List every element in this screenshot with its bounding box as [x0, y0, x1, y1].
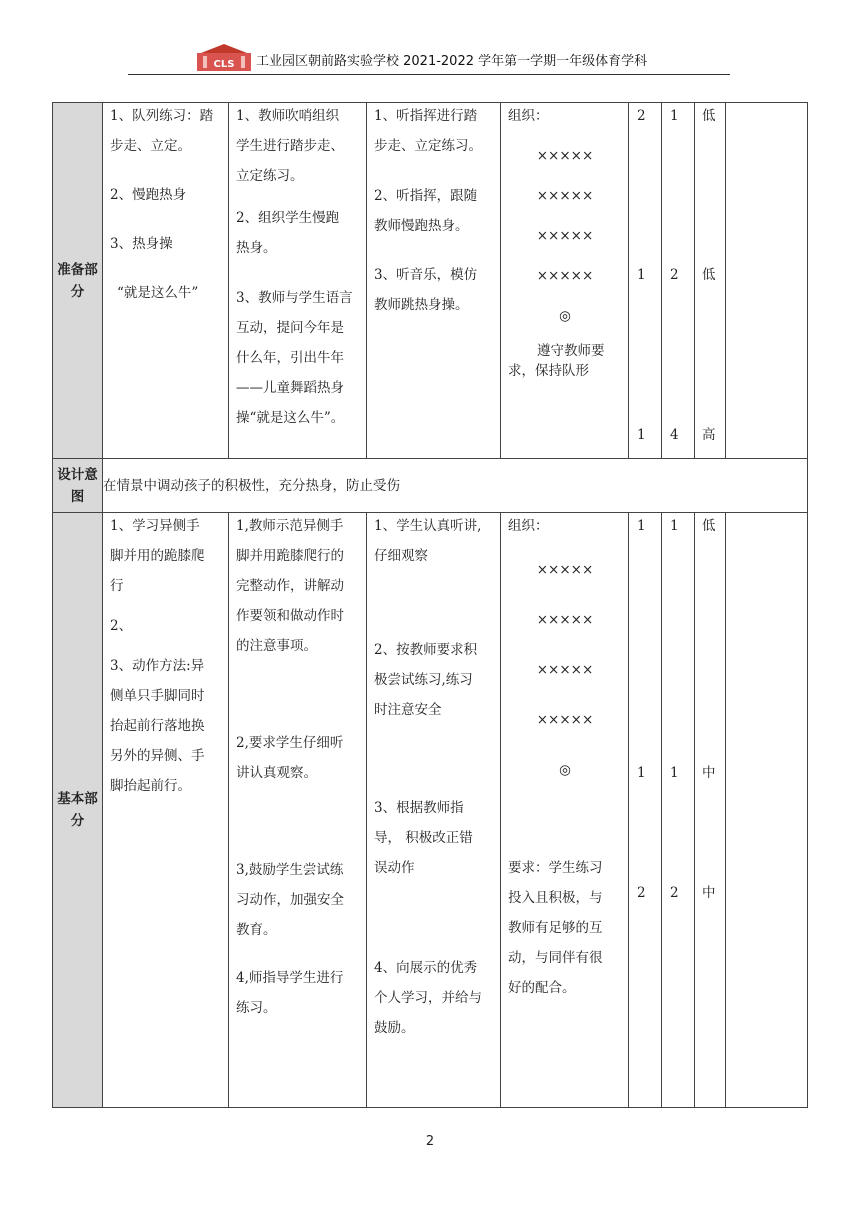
basic-teacher-line: 习动作，加强安全 [236, 892, 344, 908]
basic-section-label: 基本部分 [53, 513, 103, 1108]
header-divider [128, 74, 730, 75]
prep-student-line: 步走、立定练习。 [374, 138, 482, 154]
lesson-plan-table [52, 102, 808, 1108]
prep-content-cell [103, 103, 229, 459]
basic-teacher-cell [229, 513, 367, 1108]
prep-organization-cell [501, 103, 629, 459]
basic-org-title: 组织： [508, 518, 549, 534]
basic-time-cell [629, 513, 662, 1108]
basic-student-line: 鼓励。 [374, 1020, 415, 1036]
basic-content-line: 3、动作方法:异 [110, 658, 205, 674]
prep-teacher-line: 3、教师与学生语言 [236, 290, 353, 306]
design-section-label: 设计意图 [53, 459, 103, 513]
basic-org-note: 动，与同伴有很 [508, 950, 603, 966]
prep-content-line: 步走、立定。 [110, 138, 191, 154]
basic-student-line: 1、学生认真听讲, [374, 518, 482, 534]
page-header [0, 0, 860, 80]
prep-intensity-value: 低 [702, 267, 716, 283]
basic-count-value: 2 [670, 885, 679, 901]
formation-row: ××××× [536, 268, 594, 284]
prep-student-line: 3、听音乐，模仿 [374, 267, 478, 283]
basic-content-line: 1、学习异侧手 [110, 518, 200, 534]
prep-student-line: 教师跳热身操。 [374, 297, 469, 313]
basic-notes-cell [726, 513, 808, 1108]
prep-teacher-line: 互动，提问今年是 [236, 320, 344, 336]
prep-student-line: 1、听指挥进行踏 [374, 108, 478, 124]
design-intent-text: 在情景中调动孩子的积极性，充分热身，防止受伤 [103, 459, 808, 513]
prep-teacher-line: 1、教师吹哨组织 [236, 108, 340, 124]
basic-content-line: 另外的异侧、手 [110, 748, 205, 764]
prep-intensity-cell [695, 103, 726, 459]
basic-teacher-line: 4,师指导学生进行 [236, 970, 344, 986]
basic-student-line: 误动作 [374, 860, 415, 876]
formation-row: ××××× [536, 662, 594, 678]
basic-intensity-cell [695, 513, 726, 1108]
formation-row: ××××× [536, 712, 594, 728]
basic-teacher-line: 脚并用跪膝爬行的 [236, 548, 344, 564]
prep-teacher-line: 2、组织学生慢跑 [236, 210, 340, 226]
prep-teacher-line: 学生进行踏步走、 [236, 138, 344, 154]
basic-content-line: 抬起前行落地换 [110, 718, 205, 734]
prep-time-value: 1 [637, 267, 646, 283]
prep-student-cell [367, 103, 501, 459]
basic-content-line: 脚抬起前行。 [110, 778, 191, 794]
basic-student-line: 极尝试练习,练习 [374, 672, 473, 688]
design-row [53, 459, 808, 513]
formation-row: ××××× [536, 612, 594, 628]
basic-student-line: 时注意安全 [374, 702, 442, 718]
basic-intensity-value: 低 [702, 518, 716, 534]
prep-teacher-line: 立定练习。 [236, 168, 304, 184]
prep-student-line: 教师慢跑热身。 [374, 218, 469, 234]
formation-row: ××××× [536, 188, 594, 204]
prep-teacher-line: 什么年，引出牛年 [236, 350, 344, 366]
basic-teacher-line: 3,鼓励学生尝试练 [236, 862, 344, 878]
prep-teacher-cell [229, 103, 367, 459]
basic-time-value: 1 [637, 765, 646, 781]
logo-text: CLS [213, 59, 235, 70]
basic-count-value: 1 [670, 765, 679, 781]
basic-teacher-line: 的注意事项。 [236, 638, 317, 654]
basic-teacher-line: 教育。 [236, 922, 277, 938]
basic-org-note: 教师有足够的互 [508, 920, 603, 936]
prep-count-value: 4 [670, 427, 679, 443]
prep-notes-cell [726, 103, 808, 459]
basic-student-line: 4、向展示的优秀 [374, 960, 478, 976]
basic-student-line: 3、根据教师指 [374, 800, 464, 816]
prep-intensity-value: 高 [702, 427, 716, 443]
basic-content-line: 2、 [110, 618, 133, 634]
prep-intensity-value: 低 [702, 108, 716, 124]
basic-org-note: 投入且积极，与 [508, 890, 603, 906]
basic-row [53, 513, 808, 1108]
basic-content-cell [103, 513, 229, 1108]
basic-teacher-line: 讲认真观察。 [236, 765, 317, 781]
prep-teacher-line: ——儿童舞蹈热身 [236, 380, 344, 396]
page-number: 2 [425, 1134, 435, 1149]
prep-org-note: 求，保持队形 [508, 363, 589, 379]
basic-student-line: 2、按教师要求积 [374, 642, 478, 658]
prep-time-value: 2 [637, 108, 646, 124]
prep-org-note: 遵守教师要 [537, 343, 605, 359]
basic-student-cell [367, 513, 501, 1108]
basic-count-value: 1 [670, 518, 679, 534]
basic-teacher-line: 作要领和做动作时 [236, 608, 344, 624]
prep-count-value: 2 [670, 267, 679, 283]
basic-org-note: 好的配合。 [508, 980, 576, 996]
prep-count-cell [662, 103, 695, 459]
basic-teacher-line: 完整动作，讲解动 [236, 578, 344, 594]
prep-time-value: 1 [637, 427, 646, 443]
prep-content-line: 2、慢跑热身 [110, 187, 187, 203]
header-title: 工业园区朝前路实验学校 2021-2022 学年第一学期一年级体育学科 [256, 54, 648, 69]
basic-content-line: 侧单只手脚同时 [110, 688, 205, 704]
basic-teacher-line: 1,教师示范异侧手 [236, 518, 344, 534]
prep-time-cell [629, 103, 662, 459]
basic-student-line: 个人学习，并给与 [374, 990, 482, 1006]
basic-student-line: 导， 积极改正错 [374, 830, 473, 846]
basic-student-line: 仔细观察 [374, 548, 428, 564]
prep-content-line: 3、热身操 [110, 236, 173, 252]
basic-content-line: 脚并用的跪膝爬 [110, 548, 205, 564]
basic-organization-cell [501, 513, 629, 1108]
teacher-position-icon: ◎ [559, 762, 571, 778]
formation-row: ××××× [536, 562, 594, 578]
prep-teacher-line: 热身。 [236, 240, 277, 256]
school-logo-icon [197, 43, 251, 71]
basic-content-line: 行 [110, 578, 124, 594]
prep-section-label: 准备部分 [53, 103, 103, 459]
basic-intensity-value: 中 [702, 765, 716, 781]
prep-student-line: 2、听指挥，跟随 [374, 188, 478, 204]
prep-content-line: 1、队列练习：踏 [110, 108, 214, 124]
prep-teacher-line: 操“就是这么牛”。 [236, 410, 345, 426]
prep-content-line: “就是这么牛” [117, 285, 199, 301]
prep-count-value: 1 [670, 108, 679, 124]
basic-time-value: 2 [637, 885, 646, 901]
prep-row [53, 103, 808, 459]
teacher-position-icon: ◎ [559, 308, 571, 324]
formation-row: ××××× [536, 228, 594, 244]
prep-org-title: 组织： [508, 108, 549, 124]
basic-time-value: 1 [637, 518, 646, 534]
basic-teacher-line: 2,要求学生仔细听 [236, 735, 344, 751]
basic-org-note: 要求：学生练习 [508, 860, 603, 876]
formation-row: ××××× [536, 148, 594, 164]
basic-count-cell [662, 513, 695, 1108]
basic-teacher-line: 练习。 [236, 1000, 277, 1016]
basic-intensity-value: 中 [702, 885, 716, 901]
